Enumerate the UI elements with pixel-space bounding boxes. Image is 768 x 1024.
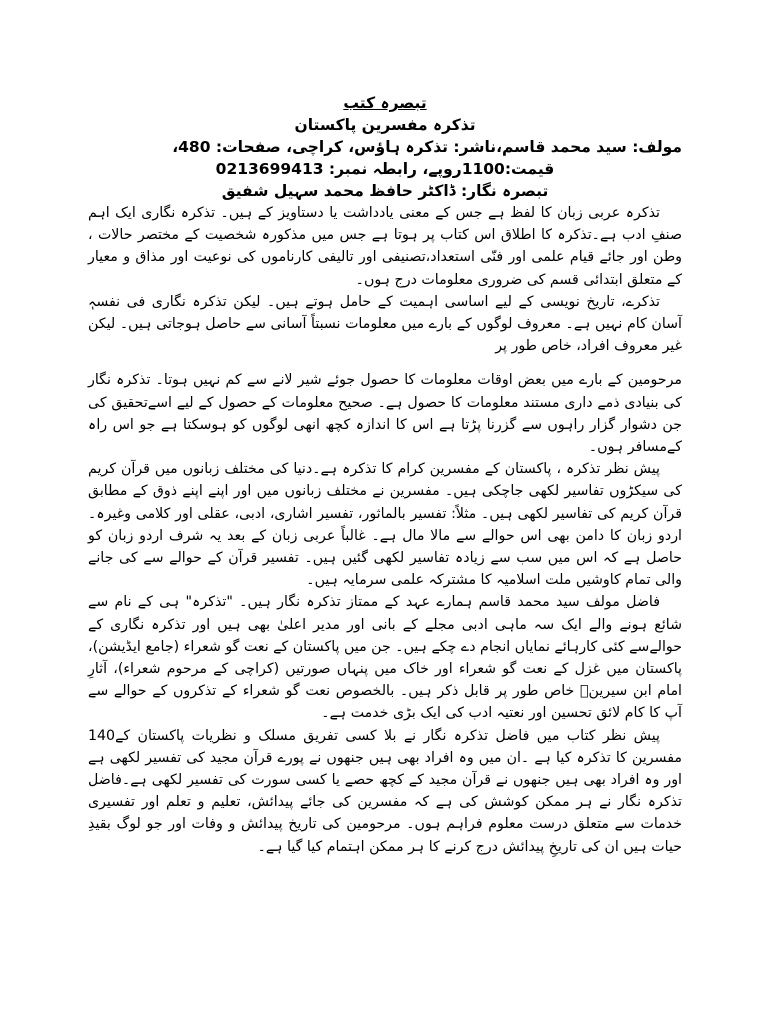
review-article xyxy=(88,92,682,858)
paragraph-5: فاضل مولف سید محمد قاسم ہمارے عہد کے ممتاز تذکرہ نگار ہیں۔ "تذکرہ" ہی کے نام سے شائع ہونے والے ایک سہ ماہی ادبی مجلے کے بانی اور مدیر اعلیٰ بھی ہیں اور تذکرہ نگاری کے حوالےسے کئی کارہائے نمایاں انجام دے چکے ہیں۔ جن میں پاکستان کے نعت گو شعراء (جامع ایڈیشن)، پاکستان میں غزل کے نعت گو شعراء اور خاک میں پنہاں صورتیں (کراچی کے مرحوم شعراء)، آثارِ امام ابن سیرینؒ خاص طور پر قابل ذکر ہیں۔ بالخصوص نعت گو شعراء کے تذکروں کے حوالے سے آپ کا کام لائق تحسین اور نعتیہ ادب کی ایک بڑی خدمت ہے۔ xyxy=(88,594,682,722)
book-meta-author-publisher: مولف: سید محمد قاسم،ناشر: تذکرہ ہاؤس، کراچی، صفحات: 480، xyxy=(172,138,682,156)
page-break-gap xyxy=(88,357,682,369)
paragraph-3: مرحومین کے بارے میں بعض اوقات معلومات کا حصول جوئے شیر لانے سے کم نہیں ہوتا۔ تذکرہ نگار کی بنیادی ذمے داری مستند معلومات کا حصول ہے۔ صحیح معلومات کے حصول کے لیے اسےتحقیق کی جن دشوار گزار راہوں سے گزرنا پڑتا ہے اس کا اندازہ کچھ انھی لوگوں کو ہوسکتا ہے جو اس راہ کےمسافر ہوں۔ xyxy=(88,372,682,456)
paragraph-6: پیش نظر کتاب میں فاضل تذکرہ نگار نے بلا کسی تفریق مسلک و نظریات پاکستان کے140 مفسرین کا تذکرہ کیا ہے ۔ان میں وہ افراد بھی ہیں جنھوں نے پورے قرآن مجید کی تفسیر لکھی ہے اور وہ افراد بھی ہیں جنھوں نے قرآن مجید کے کچھ حصے یا کسی سورت کی تفسیر لکھی ہے۔فاضل تذکرہ نگار نے ہر ممکن کوشش کی ہے کہ مفسرین کی جائے پیدائش، تعلیم و تعلم اور تفسیری خدمات سے متعلق درست معلوم فراہم ہوں۔ مرحومین کی تاریخ پیدائش و وفات اور جو لوگ بقیدِ حیات ہیں ان کی تاریخِ پیدائش درج کرنے کا ہر ممکن اہتمام کیا گیا ہے۔ xyxy=(88,727,682,855)
paragraph-4: پیش نظر تذکرہ ، پاکستان کے مفسرین کرام کا تذکرہ ہے۔دنیا کی مختلف زبانوں میں قرآن کریم کی سیکڑوں تفاسیر لکھی جاچکی ہیں۔ مفسرین نے مختلف زبانوں میں اور اپنے اپنے ذوق کے مطابق قرآن کریم کی تفاسیر لکھی ہیں۔ مثلاً: تفسیر بالماثور، تفسیر اشاری، ادبی، عقلی اور کلامی وغیرہ۔ اردو زبان کا دامن بھی اس حوالے سے مالا مال ہے۔ غالباً عربی زبان کے بعد یہ شرف اردو زبان کو حاصل ہے کہ اس میں سب سے زیادہ تفاسیر لکھی گئیں ہیں۔ تفسیر قرآن کے حوالے سے کی جانے والی تمام کاوشیں ملت اسلامیہ کا مشترکہ علمی سرمایہ ہیں۔ xyxy=(88,461,682,589)
reviewer-name: تبصرہ نگار: ڈاکٹر حافظ محمد سہیل شفیق xyxy=(221,182,549,200)
section-heading: تبصرہ کتب xyxy=(343,94,427,112)
book-title: تذکرہ مفسرین پاکستان xyxy=(294,116,476,134)
paragraph-1: تذکرہ عربی زبان کا لفظ ہے جس کے معنی یادداشت یا دستاویز کے ہیں۔ تذکرہ نگاری ایک اہم صنفِ ادب ہے۔تذکرہ کا اطلاق اس کتاب پر ہوتا ہے جس میں مذکورہ شخصیت کے مختصر حالات ، وطن اور جائے قیام علمی اور فنّی استعداد،تصنیفی اور تالیفی کارناموں کی نوعیت اور مذاق و معیار کے متعلق ابتدائی قسم کی ضروری معلومات درج ہوں۔ xyxy=(88,205,682,288)
paragraph-2: تذکرے، تاریخ نویسی کے لیے اساسی اہمیت کے حامل ہوتے ہیں۔ لیکن تذکرہ نگاری فی نفسہٖ آسان کام نہیں ہے۔ معروف لوگوں کے بارے میں معلومات نسبتاً آسانی سے حاصل ہوجاتی ہیں۔ لیکن غیر معروف افراد، خاص طور پر xyxy=(88,293,682,355)
book-meta-price-contact: قیمت:1100روپے، رابطہ نمبر: 0213699413 xyxy=(215,160,555,178)
